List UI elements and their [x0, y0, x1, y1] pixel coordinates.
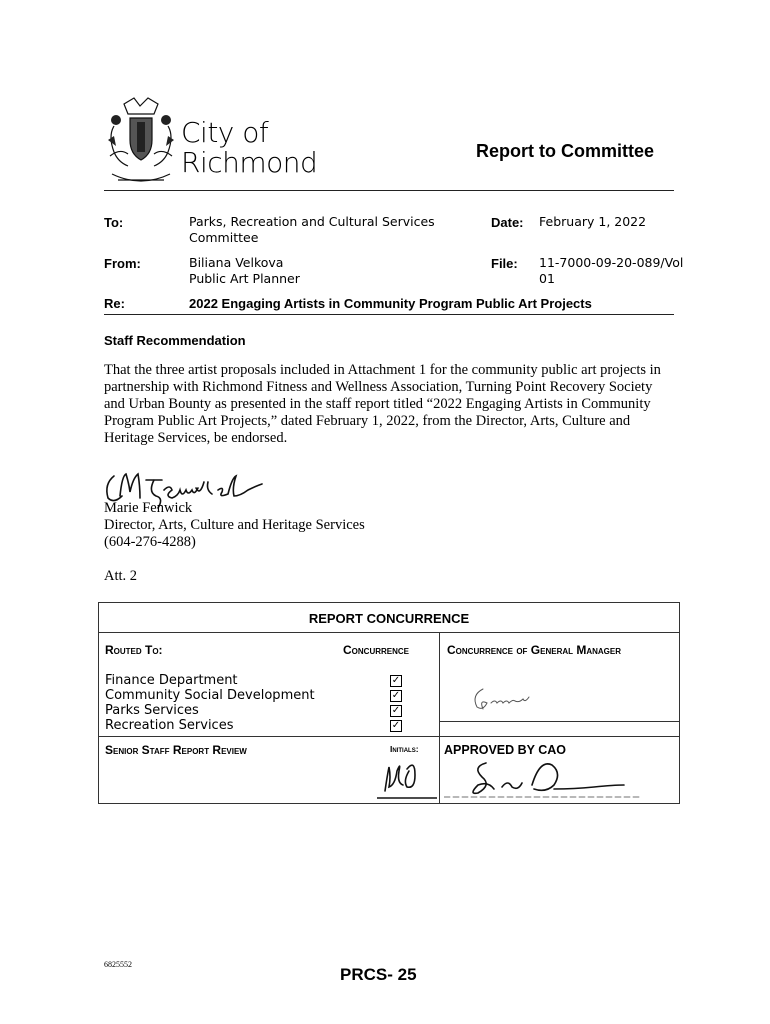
memo-divider — [104, 314, 674, 315]
gm-signature-line — [439, 721, 679, 722]
signatory-block — [104, 500, 365, 551]
to-label: To: — [104, 215, 124, 230]
document-id: 6825552 — [104, 960, 132, 969]
recommendation-paragraph — [104, 362, 674, 447]
logo-line-1: City of — [181, 116, 269, 149]
routed-to-header: Routed To: — [105, 643, 163, 657]
recommendation-line: partnership with Richmond Fitness and Wellness Association, Turning Point Recovery Society — [104, 379, 653, 395]
file-label: File: — [491, 256, 518, 271]
city-logo-wordmark — [181, 118, 317, 178]
department-list — [105, 673, 315, 733]
recommendation-line: That the three artist proposals included in Attachment 1 for the community public art projects in — [104, 362, 661, 378]
from-value-line-1: Biliana Velkova — [189, 255, 284, 270]
signatory-phone: (604-276-4288) — [104, 534, 196, 550]
to-value — [189, 214, 435, 246]
checked-checkbox-icon: ✓ — [391, 675, 401, 686]
box-rule — [99, 632, 679, 633]
signatory-title: Director, Arts, Culture and Heritage Services — [104, 517, 365, 533]
cao-signature — [444, 757, 644, 801]
from-label: From: — [104, 256, 141, 271]
senior-review-label: Senior Staff Report Review — [105, 743, 247, 757]
file-value-line-2: 01 — [539, 271, 555, 286]
checked-checkbox-icon: ✓ — [391, 690, 401, 701]
report-title: Report to Committee — [476, 141, 655, 161]
recommendation-line: Program Public Art Projects,” dated February 1, 2022, from the Director, Arts, Culture and — [104, 413, 631, 429]
to-value-line-2: Committee — [189, 230, 259, 245]
file-value-line-1: 11-7000-09-20-089/Vol — [539, 255, 684, 270]
concurrence-header: Concurrence — [343, 643, 410, 657]
senior-staff-initials-signature — [377, 751, 437, 803]
checked-checkbox-icon: ✓ — [391, 705, 401, 716]
signatory-name: Marie Fenwick — [104, 500, 193, 516]
header-divider — [104, 190, 674, 191]
department-item: Finance Department — [105, 673, 238, 688]
attachments-count: Att. 2 — [104, 568, 138, 584]
section-heading-recommendation: Staff Recommendation — [104, 333, 246, 348]
logo-line-2: Richmond — [181, 146, 318, 179]
to-value-line-1: Parks, Recreation and Cultural Services — [189, 214, 435, 229]
file-value — [539, 255, 683, 287]
gm-initials-signature — [469, 685, 579, 715]
from-value-line-2: Public Art Planner — [189, 271, 300, 286]
concurrence-heading: REPORT CONCURRENCE — [308, 611, 470, 626]
box-rule — [99, 736, 679, 737]
recommendation-line: Heritage Services, be endorsed. — [104, 430, 288, 446]
re-value: 2022 Engaging Artists in Community Program Public Art Projects — [189, 296, 592, 311]
department-item: Parks Services — [105, 703, 199, 718]
initials-label: Initials: — [390, 744, 419, 754]
date-value: February 1, 2022 — [539, 214, 647, 229]
checked-checkbox-icon: ✓ — [391, 720, 401, 731]
city-crest-logo — [104, 96, 178, 184]
re-label: Re: — [104, 296, 125, 311]
date-label: Date: — [491, 215, 524, 230]
report-concurrence-box — [98, 602, 680, 804]
box-divider-vertical — [439, 736, 440, 803]
recommendation-line: and Urban Bounty as presented in the staff report titled “2022 Engaging Artists in Community — [104, 396, 651, 412]
concurrence-gm-header: Concurrence of General Manager — [447, 643, 622, 657]
department-item: Recreation Services — [105, 718, 234, 733]
page-number: PRCS- 25 — [340, 965, 417, 984]
department-item: Community Social Development — [105, 688, 315, 703]
from-value — [189, 255, 300, 287]
approved-by-cao-label: APPROVED BY CAO — [444, 743, 567, 757]
